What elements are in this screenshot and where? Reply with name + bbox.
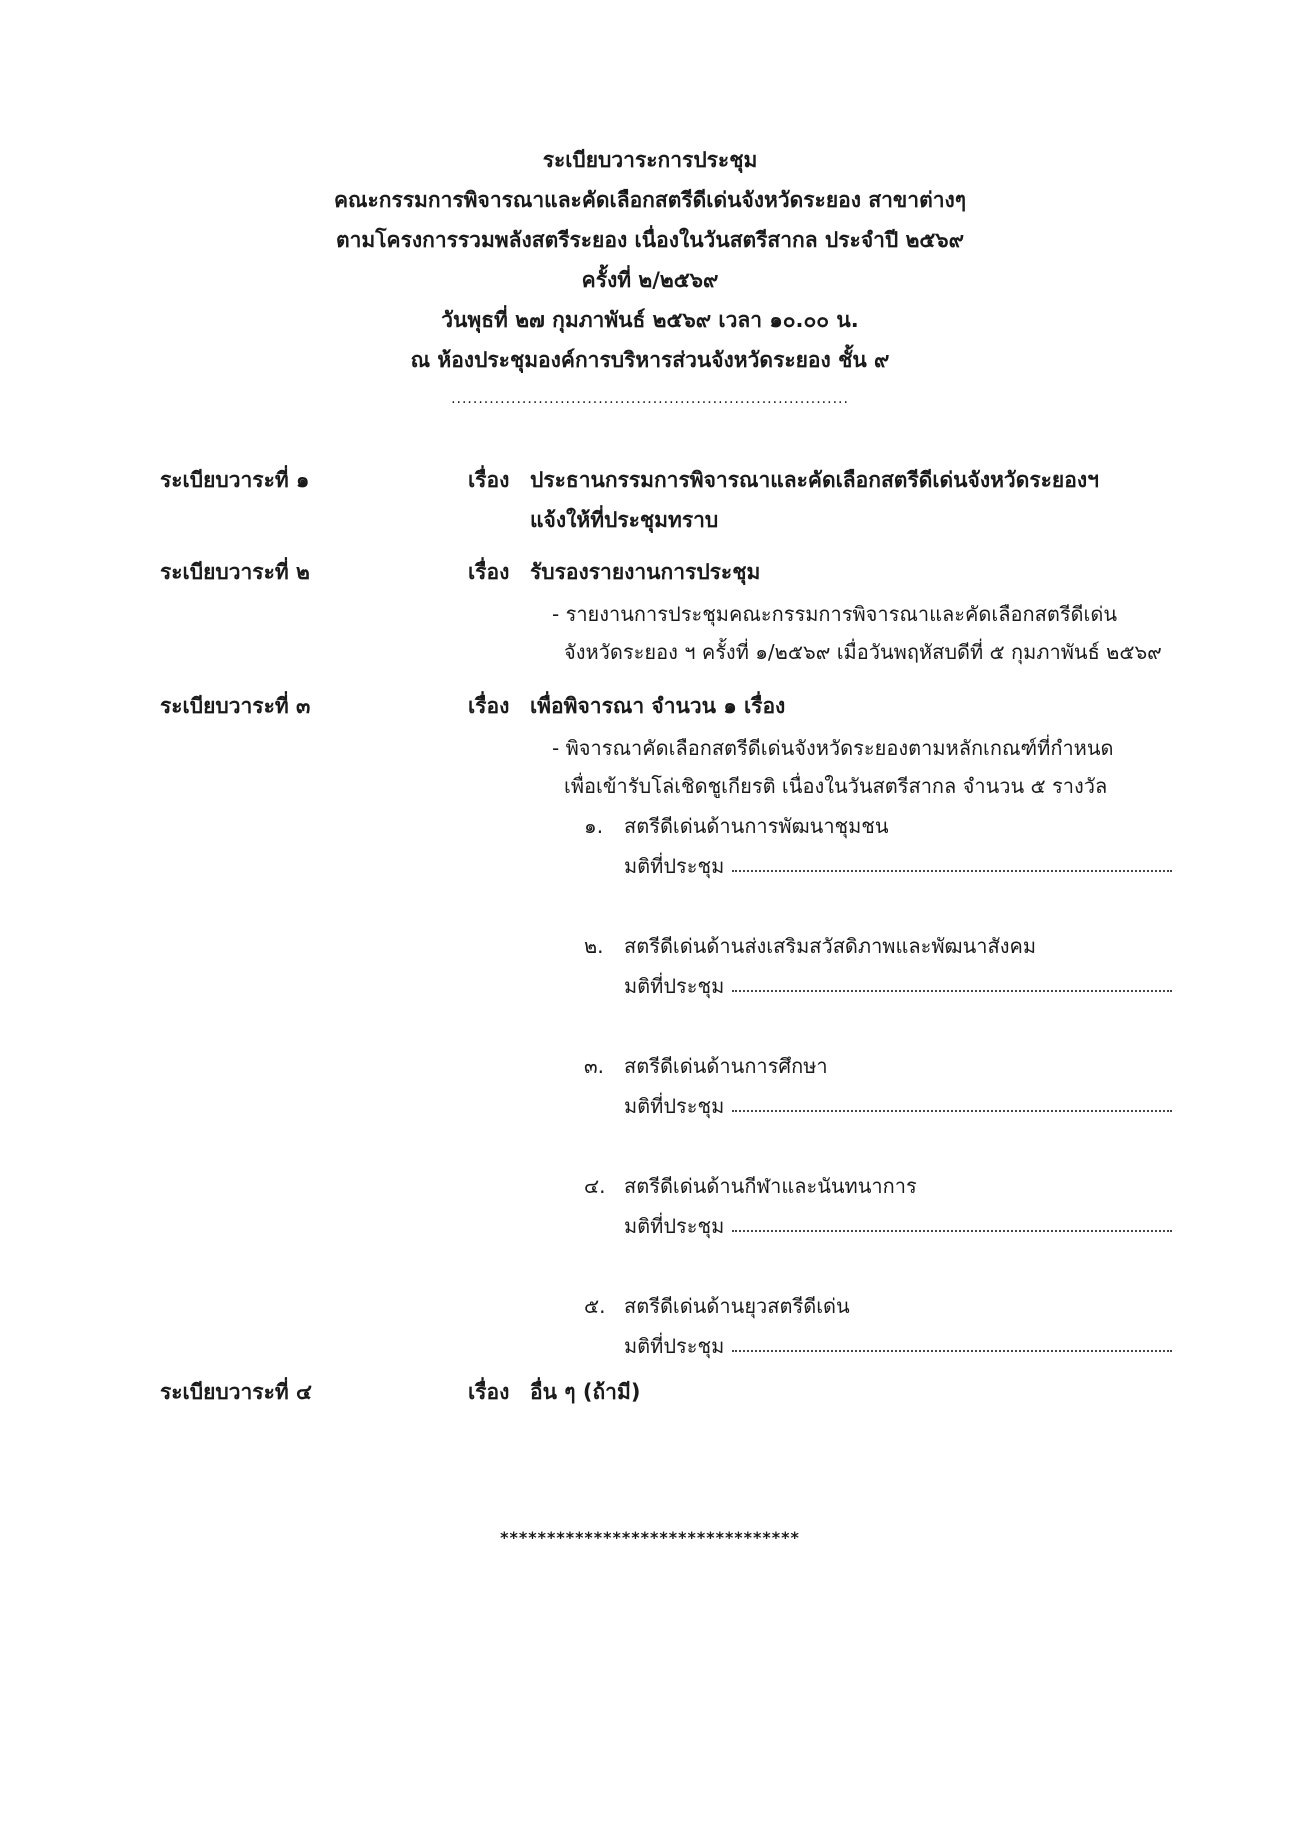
award-title: สตรีดีเด่นด้านยุวสตรีดีเด่น: [624, 1294, 850, 1318]
agenda-3-detail-1: - พิจารณาคัดเลือกสตรีดีเด่นจังหวัดระยองตามหลักเกณฑ์ที่กำหนด: [552, 736, 1114, 760]
agenda-subject: ประธานกรรมการพิจารณาและคัดเลือกสตรีดีเด่นจังหวัดระยองฯ: [530, 468, 1099, 492]
agenda-label: ระเบียบวาระที่ ๓: [160, 694, 311, 718]
agenda-ruang: เรื่อง: [468, 1380, 510, 1404]
resolution-dotted-line: [732, 870, 1172, 872]
award-number: ๔.: [584, 1174, 606, 1198]
award-title: สตรีดีเด่นด้านการพัฒนาชุมชน: [624, 814, 889, 838]
resolution-label: มติที่ประชุม: [624, 1334, 725, 1358]
committee-name: คณะกรรมการพิจารณาและคัดเลือกสตรีดีเด่นจังหวัดระยอง สาขาต่างๆ: [333, 188, 967, 212]
award-title: สตรีดีเด่นด้านส่งเสริมสวัสดิภาพและพัฒนาสังคม: [624, 934, 1037, 958]
agenda-ruang: เรื่อง: [468, 560, 510, 584]
agenda-2-detail-2: จังหวัดระยอง ฯ ครั้งที่ ๑/๒๕๖๙ เมื่อวันพฤหัสบดีที่ ๕ กุมภาพันธ์ ๒๕๖๙: [564, 640, 1162, 664]
footer-stars: ********************************: [500, 1528, 800, 1547]
meeting-venue: ณ ห้องประชุมองค์การบริหารส่วนจังหวัดระยอง ชั้น ๙: [410, 348, 890, 372]
agenda-2-detail-1: - รายงานการประชุมคณะกรรมการพิจารณาและคัดเลือกสตรีดีเด่น: [552, 602, 1118, 626]
agenda-subject: อื่น ๆ (ถ้ามี): [530, 1380, 641, 1404]
resolution-label: มติที่ประชุม: [624, 1094, 725, 1118]
award-number: ๑.: [584, 814, 604, 838]
resolution-dotted-line: [732, 1110, 1172, 1112]
award-number: ๕.: [584, 1294, 606, 1318]
document-header: [0, 140, 1300, 414]
agenda-subject: รับรองรายงานการประชุม: [530, 560, 761, 584]
resolution-dotted-line: [732, 990, 1172, 992]
meeting-date: วันพุธที่ ๒๗ กุมภาพันธ์ ๒๕๖๙ เวลา ๑๐.๐๐ น.: [441, 308, 859, 332]
header-separator: .........................................................................: [451, 391, 849, 407]
agenda-subject: เพื่อพิจารณา จำนวน ๑ เรื่อง: [530, 694, 786, 718]
meeting-number: ครั้งที่ ๒/๒๕๖๙: [581, 268, 719, 292]
resolution-label: มติที่ประชุม: [624, 974, 725, 998]
agenda-ruang: เรื่อง: [468, 694, 510, 718]
agenda-subject-continued: แจ้งให้ที่ประชุมทราบ: [530, 508, 719, 532]
agenda-3-detail-2: เพื่อเข้ารับโล่เชิดชูเกียรติ เนื่องในวันสตรีสากล จำนวน ๕ รางวัล: [564, 774, 1108, 798]
award-title: สตรีดีเด่นด้านกีฬาและนันทนาการ: [624, 1174, 917, 1198]
resolution-label: มติที่ประชุม: [624, 854, 725, 878]
award-title: สตรีดีเด่นด้านการศึกษา: [624, 1054, 828, 1078]
award-number: ๓.: [584, 1054, 605, 1078]
resolution-dotted-line: [732, 1350, 1172, 1352]
agenda-ruang: เรื่อง: [468, 468, 510, 492]
resolution-label: มติที่ประชุม: [624, 1214, 725, 1238]
agenda-label: ระเบียบวาระที่ ๔: [160, 1380, 312, 1404]
project-name: ตามโครงการรวมพลังสตรีระยอง เนื่องในวันสตรีสากล ประจำปี ๒๕๖๙: [335, 228, 965, 252]
award-number: ๒.: [584, 934, 604, 958]
document-title: ระเบียบวาระการประชุม: [542, 148, 758, 172]
agenda-label: ระเบียบวาระที่ ๒: [160, 560, 310, 584]
agenda-label: ระเบียบวาระที่ ๑: [160, 468, 310, 492]
resolution-dotted-line: [732, 1230, 1172, 1232]
